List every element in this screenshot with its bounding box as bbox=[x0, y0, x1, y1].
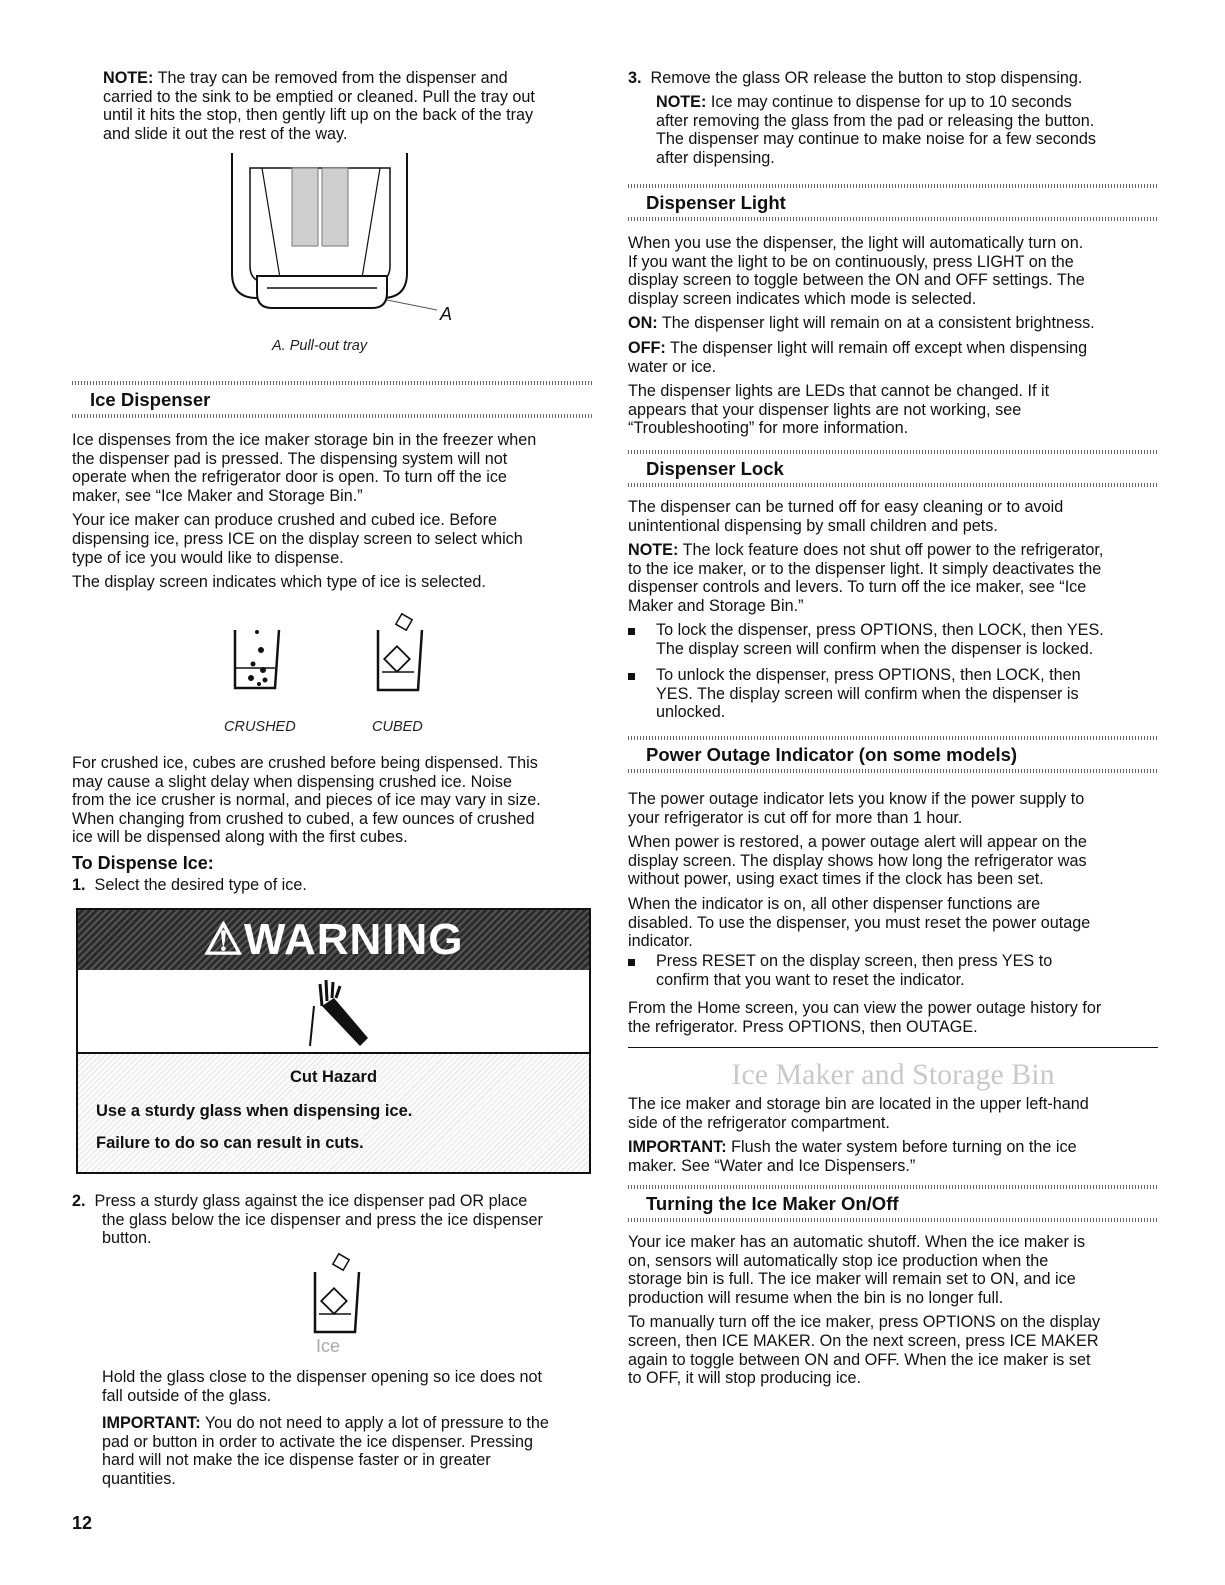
ice-icon-label: Ice bbox=[316, 1336, 341, 1356]
dispenser-light-body: When you use the dispenser, the light will automatically turn on. If you want the light to be on continuously, press LIGHT on the display screen to toggle between the ON and OFF settings. The display screen indicates which mode is selected. ON: The dispenser light will remain on at a consistent brightness. OFF: The dispenser light will remain off except when dispensing water or ice. The dispenser lights are LEDs that cannot be changed. If it appears that your dispenser lights are not working, see “Troubleshooting” for more information. bbox=[628, 234, 1095, 438]
cut-hazard-title: Cut Hazard bbox=[289, 1068, 378, 1086]
tray-callout-a: A bbox=[440, 304, 453, 324]
cubed-label: CUBED bbox=[372, 719, 423, 735]
note-label: NOTE: bbox=[103, 69, 154, 87]
warning-line-2: Failure to do so can result in cuts. bbox=[96, 1134, 364, 1152]
power-outage-body: The power outage indicator lets you know if the power supply to your refrigerator is cut off for more than 1 hour. When power is restored, a power outage alert will appear on the display screen. The display shows how long the refrigerator was without power, using exact times if the clock has been set. When the indicator is on, all other dispenser functions are disabled. To use the dispenser, you must reset the power outage indicator. bbox=[628, 790, 1091, 951]
section-divider bbox=[628, 1047, 1158, 1048]
light-rule-bottom bbox=[628, 217, 1158, 221]
power-rule-bottom bbox=[628, 769, 1158, 773]
step-3: 3. Remove the glass OR release the button to stop dispensing. bbox=[628, 69, 1083, 87]
light-rule-top bbox=[628, 184, 1158, 188]
onoff-rule-top bbox=[628, 1185, 1158, 1189]
ice-cube-glass-icon bbox=[309, 1250, 369, 1340]
tray-note: NOTE: The tray can be removed from the dispenser and carried to the sink to be emptied or cleaned. Pull the tray out until it hits the stop, then gently lift up on the back of the tray and slide it out the rest of the way. bbox=[103, 69, 535, 143]
power-rule-top bbox=[628, 736, 1158, 740]
ice-maker-onoff-body: Your ice maker has an automatic shutoff. When the ice maker is on, sensors will automatically stop ice production when the storage bin is full. The ice maker will remain set to ON, and ice production will resume when the bin is no longer full. To manually turn off the ice maker, press OPTIONS on the display screen, then ICE MAKER. On the next screen, press ICE MAKER again to toggle between ON and OFF. When the ice maker is set to OFF, it will stop producing ice. bbox=[628, 1233, 1101, 1388]
cut-hand-icon bbox=[300, 976, 380, 1056]
power-outage-history: From the Home screen, you can view the power outage history for the refrigerator. Press OPTIONS, then OUTAGE. bbox=[628, 999, 1102, 1036]
step-1: 1. Select the desired type of ice. bbox=[72, 876, 307, 894]
cubed-ice-icon bbox=[372, 610, 432, 700]
onoff-rule-bottom bbox=[628, 1218, 1158, 1222]
hold-glass-paragraph: Hold the glass close to the dispenser opening so ice does not fall outside of the glass. bbox=[102, 1368, 543, 1405]
heading-rule-bottom bbox=[72, 414, 592, 418]
warning-banner: ⚠WARNING bbox=[78, 910, 589, 970]
step-2: 2. Press a sturdy glass against the ice dispenser pad OR place the glass below the ice dispenser and press the ice dispenser button. bbox=[72, 1192, 543, 1248]
lock-bullet-1: To lock the dispenser, press OPTIONS, then LOCK, then YES. The display screen will confirm when the dispenser is locked. bbox=[656, 621, 1104, 658]
bullet-icon bbox=[628, 628, 635, 635]
to-dispense-heading: To Dispense Ice: bbox=[72, 853, 214, 873]
bullet-icon bbox=[628, 673, 635, 680]
power-outage-heading: Power Outage Indicator (on some models) bbox=[646, 744, 1018, 765]
dispenser-lock-body: The dispenser can be turned off for easy cleaning or to avoid unintentional dispensing by small children and pets. NOTE: The lock feature does not shut off power to the refrigerator, to the ice maker, or to the dispenser light. It simply deactivates the dispenser controls and levers. To turn off the ice maker, see “Ice Maker and Storage Bin.” bbox=[628, 498, 1104, 615]
heading-rule-top bbox=[72, 381, 592, 385]
tray-caption: A. Pull-out tray bbox=[272, 338, 368, 354]
warning-box bbox=[76, 908, 591, 1174]
section-title: Ice Maker and Storage Bin bbox=[731, 1058, 1055, 1091]
lock-rule-bottom bbox=[628, 483, 1158, 487]
pull-out-tray-illustration bbox=[222, 148, 522, 333]
lock-rule-top bbox=[628, 450, 1158, 454]
warning-line-1: Use a sturdy glass when dispensing ice. bbox=[96, 1102, 413, 1120]
crushed-ice-icon bbox=[227, 618, 287, 698]
crushed-label: CRUSHED bbox=[224, 719, 296, 735]
bullet-icon bbox=[628, 959, 635, 966]
crushed-ice-paragraph: For crushed ice, cubes are crushed before being dispensed. This may cause a slight delay when dispensing crushed ice. Noise from the ice crusher is normal, and pieces of ice may vary in size. When changing from crushed to cubed, a few ounces of crushed ice will be dispensed along with the first cubes. bbox=[72, 754, 541, 847]
ice-maker-onoff-heading: Turning the Ice Maker On/Off bbox=[646, 1193, 899, 1214]
power-bullet-1: Press RESET on the display screen, then press YES to confirm that you want to reset the indicator. bbox=[656, 952, 1053, 989]
dispenser-lock-heading: Dispenser Lock bbox=[646, 458, 784, 479]
dispenser-light-heading: Dispenser Light bbox=[646, 192, 786, 213]
warning-text-area bbox=[78, 1052, 589, 1172]
important-paragraph: IMPORTANT: You do not need to apply a lot of pressure to the pad or button in order to activate the ice dispenser. Pressing hard will not make the ice dispense faster or in greater quantities. bbox=[102, 1414, 549, 1488]
step-3-note: NOTE: Ice may continue to dispense for up to 10 seconds after removing the glass from the pad or releasing the button. The dispenser may continue to make noise for a few seconds after dispensing. bbox=[656, 93, 1096, 167]
storage-bin-body: The ice maker and storage bin are located in the upper left-hand side of the refrigerator compartment. IMPORTANT: Flush the water system before turning on the ice maker. See “Water and Ice Dispensers.” bbox=[628, 1095, 1089, 1175]
ice-dispenser-heading: Ice Dispenser bbox=[90, 389, 211, 410]
lock-bullet-2: To unlock the dispenser, press OPTIONS, then LOCK, then YES. The display screen will confirm when the dispenser is unlocked. bbox=[656, 666, 1081, 722]
ice-dispenser-body: Ice dispenses from the ice maker storage bin in the freezer when the dispenser pad is pressed. The dispensing system will not operate when the refrigerator door is open. To turn off the ice maker, see “Ice Maker and Storage Bin.” Your ice maker can produce crushed and cubed ice. Before dispensing ice, press ICE on the display screen to select which type of ice you would like to dispense. The display screen indicates which type of ice is selected. bbox=[72, 431, 537, 592]
page-number: 12 bbox=[72, 1513, 93, 1533]
